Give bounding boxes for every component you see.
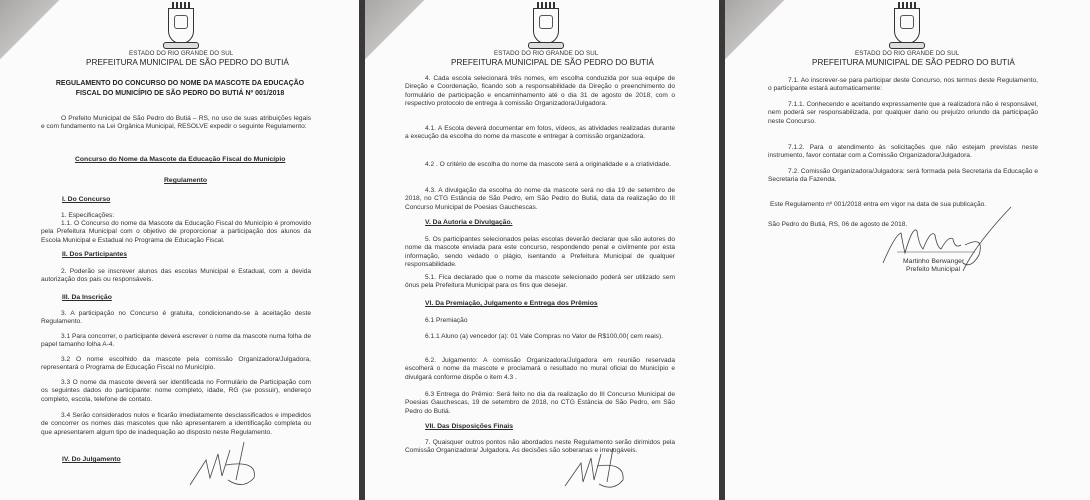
paragraph-1: 1. Especificações: [61, 212, 115, 219]
header-state: ESTADO DO RIO GRANDE DO SUL [855, 50, 960, 57]
section-7-heading: VII. Das Disposições Finais [425, 423, 514, 430]
paragraph-6-3: 6.3 Entrega do Prêmio: Será feito no dia da realização do III Concurso Municipal de Poesias Gauchescas, 19 de setembro de 2018, no CTG Estância de São Pedro, em São Pedro do Butiá. [405, 391, 675, 415]
place-and-date: São Pedro do Butiá, RS, 06 de agosto de 2018. [768, 221, 908, 228]
paragraph-4-3: 4.3. A divulgação da escolha do nome da mascote será no dia 19 de setembro de 2018, no CTG Estância de São Pedro, em São Pedro do Butiá, data da realização do III Concurso Municipal de Poesias Gauchescas. [405, 187, 675, 211]
paragraph-7-1-1: 7.1.1. Conhecendo e aceitando expressamente que a realizadora não é responsável, nem poderá ser responsabilizada, por qualquer dano ou prejuízo oriundo da participação neste Concurso. [768, 101, 1038, 125]
municipal-crest-icon [168, 8, 194, 44]
section-4-heading: IV. Do Julgamento [62, 456, 121, 463]
page-edge [719, 0, 721, 500]
paragraph-7-1-2: 7.1.2. Para o atendimento às solicitações que não estejam previstas neste instrumento, favor contatar com a Comissão Organizadora/Julgadora. [768, 144, 1038, 160]
paragraph-6-1-1: 6.1.1 Aluno (a) vencedor (a): 01 Vale Compras no Valor de R$100,00( cem reais). [425, 333, 663, 340]
section-5-heading: V. Da Autoria e Divulgação. [425, 219, 513, 226]
document-page-2 [365, 0, 721, 500]
signer-name: Martinho Berwanger [903, 258, 965, 265]
paragraph-3-2: 3.2 O nome escolhido da mascote pela comissão Organizadora/Julgadora, representará o Programa de Educação Fiscal no Município. [41, 356, 311, 372]
initials-signature-icon [563, 448, 633, 493]
paragraph-1-1: 1.1. O Concurso do nome da Mascote da Educação Fiscal do Município é promovido pela Prefeitura Municipal com o objetivo de proporcionar a participação dos alunos da Escola Municipal e Estadual no Programa de Educação Fiscal. [41, 220, 311, 244]
paragraph-4: 4. Cada escola selecionará três nomes, em escolha conduzida por sua equipe de Direção e Coordenação, ficando sob a responsabilidade da Direção o preenchimento do formulário de participação e encaminhamento até o dia 31 de agosto de 2018, com o respectivo protocolo de entrega à comissão Organizadora/Julgadora. [405, 75, 675, 107]
paragraph-3: 3. A participação no Concurso é gratuita, condicionando-se à aceitação deste Regulamento. [41, 310, 311, 326]
initials-signature-icon [188, 440, 268, 490]
paragraph-7: 7. Quaisquer outros pontos não abordados neste Regulamento serão dirimidos pela Comissão Organizadora/ Julgadora. As decisões são soberanas e irrevogáveis. [405, 439, 675, 455]
header-prefecture: PREFEITURA MUNICIPAL DE SÃO PEDRO DO BUTIÁ [812, 58, 1015, 67]
subtitle-regulation: Regulamento [164, 177, 208, 184]
section-6-heading: VI. Da Premiação, Julgamento e Entrega dos Prêmios [425, 300, 598, 307]
validity-statement: Este Regulamento nº 001/2018 entra em vigor na data de sua publicação. [770, 201, 987, 208]
header-prefecture: PREFEITURA MUNICIPAL DE SÃO PEDRO DO BUTIÁ [451, 58, 654, 67]
intro-paragraph: O Prefeito Municipal de São Pedro do Butiá – RS, no uso de suas atribuições legais e com fundamento na Lei Orgânica Municipal, RESOLVE expedir o seguinte Regulamento: [41, 115, 311, 131]
signer-role: Prefeito Municipal [906, 266, 961, 273]
header-state: ESTADO DO RIO GRANDE DO SUL [494, 50, 599, 57]
municipal-crest-icon [533, 8, 559, 44]
regulation-title [30, 79, 330, 99]
paragraph-7-1: 7.1. Ao inscrever-se para participar deste Concurso, nos termos deste Regulamento, o participante estará automaticamente: [768, 77, 1038, 93]
paragraph-5-1: 5.1. Fica declarado que o nome da mascote selecionado poderá ser utilizado sem ônus pela Prefeitura Municipal para os fins que desejar. [405, 274, 675, 290]
paragraph-4-1: 4.1. A Escola deverá documentar em fotos, vídeos, as atividades realizadas durante a execução da escolha do nome da mascote e entregar à comissão organizadora. [405, 125, 675, 141]
section-3-heading: III. Da Inscrição [62, 294, 112, 301]
paragraph-6-1: 6.1 Premiação [425, 317, 468, 324]
paragraph-6-2: 6.2. Julgamento: A comissão Organizadora/Julgadora em reunião reservada escolherá o nome da mascote e proclamará o resultado no mural oficial do Município e divulgará conforme dispõe o item 4.3 . [405, 357, 675, 381]
section-1-heading: I. Do Concurso [62, 196, 111, 203]
title-line-1: REGULAMENTO DO CONCURSO DO NOME DA MASCOTE DA EDUCAÇÃO [55, 80, 305, 87]
header-state: ESTADO DO RIO GRANDE DO SUL [129, 50, 234, 57]
paragraph-3-4: 3.4 Serão considerados nulos e ficarão imediatamente desclassificados e impedidos de concorrer os nomes das mascotes que não apresentarem a identificação completa ou que apresentarem algum tipo de inadequação ao disposto neste Regulamento. [41, 412, 311, 436]
subtitle: Concurso do Nome da Mascote da Educação Fiscal do Município [75, 156, 286, 163]
paragraph-3-1: 3.1 Para concorrer, o participante deverá escrever o nome da mascote numa folha de papel tamanho folha A-4. [41, 333, 311, 349]
paragraph-3-3: 3.3 O nome da mascote deverá ser identificada no Formulário de Participação com os seguintes dados do participante: nome completo, idade, RG (se possuir), endereço completo, escola, telefone de contato. [41, 379, 311, 403]
title-line-2: FISCAL DO MUNICÍPIO DE SÃO PEDRO DO BUTIÁ Nº 001/2018 [75, 90, 285, 97]
paragraph-7-2: 7.2. Comissão Organizadora/Julgadora: será formada pela Secretaria da Educação e Secretaria da Fazenda. [768, 168, 1038, 184]
section-2-heading: II. Dos Participantes [62, 251, 127, 258]
header-prefecture: PREFEITURA MUNICIPAL DE SÃO PEDRO DO BUTIÁ [86, 58, 289, 67]
document-page-3 [725, 0, 1090, 500]
page-edge [359, 0, 361, 500]
document-page-1 [0, 0, 361, 500]
municipal-crest-icon [894, 8, 920, 44]
paragraph-2: 2. Poderão se inscrever alunos das escolas Municipal e Estadual, com a devida autorização dos pais ou responsáveis. [41, 268, 311, 284]
paragraph-4-2: 4.2 . O critério de escolha do nome da mascote será a originalidade e a criatividade. [425, 161, 671, 168]
paragraph-5: 5. Os participantes selecionados pelas escolas deverão declarar que são autores do nome da mascote enviada para este concurso, respondendo penal e civilmente por esta informação, sendo vedado o plágio, isentando a Prefeitura Municipal de qualquer responsabilidade. [405, 236, 675, 268]
